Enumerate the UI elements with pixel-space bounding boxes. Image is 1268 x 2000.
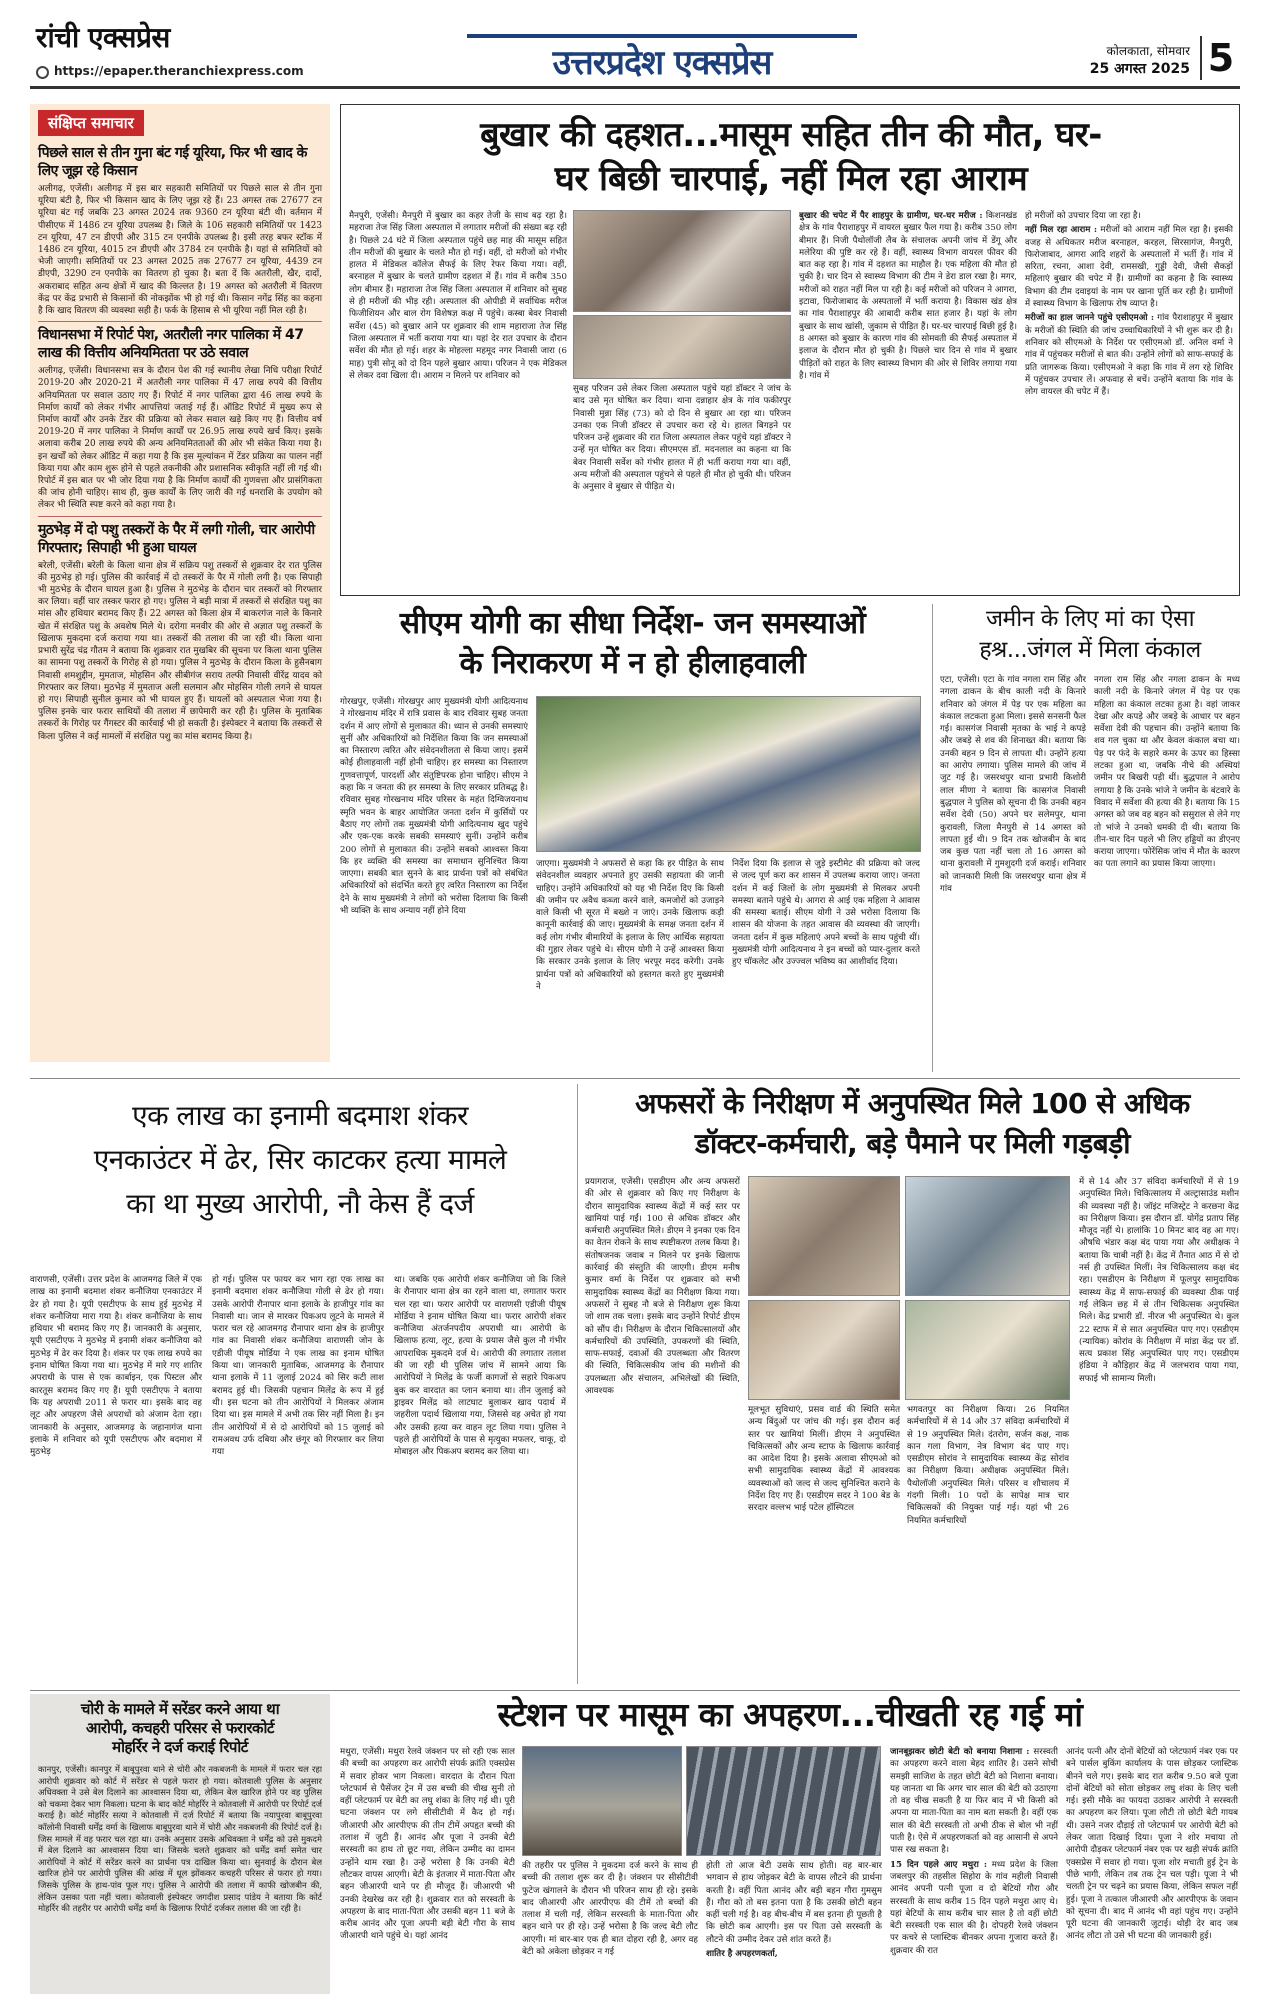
brief-item-1-title: पिछले साल से तीन गुना बंट गई यूरिया, फिर भी खाद के लिए जूझ रहे किसान xyxy=(38,145,307,179)
story-fever-col4-text: मरीजों को आराम नहीं मिल रहा है। इसकी वजह से अधिकतर मरीज बरनाहल, करहल, सिरसागंज, मैनपुरी, फिरोजाबाद, आगरा आदि शहरों के अस्पतालों में भर्ती हैं। गांव में सरिता, रचना, आशा देवी, रामसखी, गुड्डी देवी, जैसी सैकड़ों महिलाएं बुखार की चपेट में हैं। ग्रामीणों का कहना है कि स्वास्थ्य विभाग की टीम दवाइयां के नाम पर खाना पूर्ति कर रही है। ग्रामीणों में स्वास्थ्य विभाग के खिलाफ रोष व्याप्त है। xyxy=(1025,225,1233,310)
fever-photo-2 xyxy=(573,315,791,379)
story-surrender-headline-3: मोहर्रिर ने दर्ज कराई रिपोर्ट xyxy=(112,1738,248,1756)
story-inspection-headline-1: अफसरों के निरीक्षण में अनुपस्थित मिले 100 से अधिक xyxy=(635,1087,1190,1120)
story-kidnap-col2 xyxy=(522,1860,698,1994)
story-encounter-headline-1: एक लाख का इनामी बदमाश शंकर xyxy=(132,1099,468,1132)
story-inspection-headline xyxy=(585,1084,1240,1164)
story-encounter-headline-3: का था मुख्य आरोपी, नौ केस हैं दर्ज xyxy=(126,1187,474,1220)
story-fever-headline-1: बुखार की दहशत...मासूम सहित तीन की मौत, घर- xyxy=(480,115,1102,155)
story-yogi-col3-text: निर्देश दिया कि इलाज से जुड़े इस्टीमेट की प्रक्रिया को जल्द से जल्द पूर्ण करा कर शासन में उपलब्ध कराया जाए। जनता दर्शन में कई जिलों के लोग मुख्यमंत्री से मिलकर अपनी समस्या बताने पहुंचे थे। आगरा से आई एक महिला ने आवास की समस्या बताई। सीएम योगी ने उसे भरोसा दिलाया कि शासन की योजना के तहत आवास की व्यवस्था की जाएगी। जनता दर्शन में कुछ महिलाएं अपने बच्चों के साथ पहुंची थीं। मुख्यमंत्री योगी आदित्यनाथ ने इन बच्चों को प्यार-दुलार करते हुए चॉकलेट और उज्ज्वल भविष्य का आशीर्वाद दिया। xyxy=(732,859,920,968)
masthead-rule xyxy=(30,86,1240,89)
story-kidnap xyxy=(340,1694,1240,1994)
masthead-url[interactable]: https://epaper.theranchiexpress.com xyxy=(54,64,304,78)
story-encounter-col1-text: वाराणसी, एजेंसी। उत्तर प्रदेश के आजमगढ़ जिले में एक लाख का इनामी बदमाश शंकर कनौजिया एनकाउंटर में ढेर हो गया है। यूपी एसटीएफ के साथ हुई मुठभेड़ में शंकर कनौजिया मारा गया है। शंकर कनौजिया के साथ हथियार भी बरामद किए गए हैं। जानकारी के अनुसार, यूपी एसटीएफ ने मुठभेड़ में इनामी शंकर कनौजिया को मुठभेड़ में ढेर कर दिया है। शंकर पर एक लाख रुपये का इनाम घोषित किया गया था। मुठभेड़ में मारे गए शातिर अपराधी के पास से एक कार्बाइन, एक पिस्टल और कारतूस बरामद किए गए हैं। यूपी एसटीएफ ने बताया कि यह अपराधी 2011 से फरार था। इसके बाद वह लूट और अपहरण जैसे अपराधों को अंजाम देता रहा। जानकारी के अनुसार, आजमगढ़ के जहानागंज थाना इलाके में शनिवार को यूपी एसटीएफ और बदमाश में मुठभेड़ xyxy=(30,1275,202,1458)
inspection-photo-2 xyxy=(905,1176,1070,1296)
fever-photo xyxy=(573,210,791,312)
story-inspection-col4 xyxy=(1079,1176,1239,1684)
story-kidnap-headline: स्टेशन पर मासूम का अपहरण...चीखती रह गई मां xyxy=(497,1695,1083,1734)
divider-yogi-skeleton xyxy=(932,604,933,1072)
brief-item-3-title: मुठभेड़ में दो पशु तस्करों के पैर में लगी गोली, चार आरोपी गिरफ्तार; सिपाही भी हुआ घायल xyxy=(38,521,315,556)
story-skeleton xyxy=(940,604,1240,1072)
story-kidnap-col2-text: की तहरीर पर पुलिस ने मुकदमा दर्ज करने के साथ ही बच्ची की तलाश शुरू कर दी है। जंक्शन पर सीसीटीवी फुटेज खंगालने के दौरान भी परिजन साथ ही रहे। इसके बाद जीआरपी और आरपीएफ की टीमें तो बच्चों की तलाश में चली गईं, लेकिन सरस्वती के माता-पिता और बहन थाने पर ही रहे। उन्हें भरोसा है कि जल्द बेटी लौट आएगी। मां बार-बार एक ही बात दोहरा रही है, अगर वह बेटी को अकेला छोड़कर न गई xyxy=(522,1861,698,1958)
story-surrender-headline-2: आरोपी, कचहरी परिसर से फरारकोर्ट xyxy=(85,1719,274,1737)
story-fever-col1 xyxy=(349,210,567,590)
story-inspection xyxy=(585,1084,1240,1684)
inspection-photo-4 xyxy=(905,1300,1070,1400)
story-kidnap-col3b-text: मध्य प्रदेश के जिला जबलपुर की तहसील सिहोरा के गांव महीली निवासी आनंद अपनी पत्नी पूजा व दो बेटियों गौरा और सरस्वती के साथ करीब 15 दिन पहले मथुरा आए थे। यहां बेटियों के साथ करीब चार साल है तो वहीं छोटी बेटी सरस्वती एक साल की है। दोपहरी रेलवे जंक्शन पर कचरे से प्लास्टिक बीनकर अपना गुजारा करते हैं। शुक्रवार की रात xyxy=(890,1859,1058,1956)
story-skeleton-headline xyxy=(940,604,1240,666)
story-inspection-col4-text: में से 14 और 37 संविदा कर्मचारियों में से 19 अनुपस्थित मिले। चिकित्सालय में अल्ट्रासाउंड मशीन की व्यवस्था नहीं है। जॉइंट मजिस्ट्रेट ने करछना केंद्र का निरीक्षण किया। इस दौरान डॉ. योगेंद्र प्रताप सिंह मौजूद नहीं थे। हालांकि 10 मिनट बाद वह आ गए। औषधि भंडार कक्ष बंद पाया गया और अधीक्षक ने बताया कि चाबी नहीं है। केंद्र में तैनात आठ में से दो नर्स ही उपस्थित मिलीं। नेत्र चिकित्सालय कक्ष बंद रहा। एसडीएम के निरीक्षण में फूलपुर सामुदायिक स्वास्थ्य केंद्र में साफ-सफाई की व्यवस्था ठीक पाई गई लेकिन छह में से तीन चिकित्सक अनुपस्थित मिले। केंद्र प्रभारी डॉ. नीरज भी अनुपस्थित थे। कुल 22 स्टाफ में से सात अनुपस्थित पाए गए। एसडीएम (न्यायिक) कोरांव के निरीक्षण में मांडा केंद्र पर डॉ. सत्य प्रकाश सिंह अनुपस्थित पाए गए। एसडीएम हंडिया ने कौड़िहार केंद्र में जलभराव पाया गया, सफाई भी सामान्य मिली। xyxy=(1079,1177,1239,1384)
inspection-photo-1 xyxy=(748,1176,900,1296)
section-title-text: उत्तरप्रदेश एक्सप्रेस xyxy=(552,43,772,83)
story-encounter-col2-text: हो गई। पुलिस पर फायर कर भाग रहा एक लाख का इनामी बदमाश शंकर कनौजिया गोली से ढेर हो गया। उसके आरोपी रौनापार थाना इलाके के हाजीपुर गांव का निवासी था। जान से मारकर पिकअप लूटने के मामले में फरार चल रहे आजमगढ़ रौनापार थाना क्षेत्र के हाजीपुर गांव का निवासी शंकर कनौजिया वाराणसी जोन के एडीजी पीयूष मोर्डिया ने एक लाख का इनाम घोषित किया था। जानकारी मुताबिक, आजमगढ़ के रौनापार थाना इलाके में 11 जुलाई 2024 को सिर कटी लाश बरामद हुई थी। जिसकी पहचान मिलेंद्र के रूप में हुई थी। इस घटना को तीन आरोपियों ने मिलकर अंजाम दिया था। इस मामले में अभी तक सिर नहीं मिला है। इन तीन आरोपियों में से दो आरोपियों को 15 जुलाई को रामअवध उर्फ दबिया और छंगूर को गिरफ्तार कर लिया गया xyxy=(212,1275,384,1458)
story-yogi-headline xyxy=(340,604,925,684)
story-yogi-col2 xyxy=(536,858,724,1068)
story-fever-headline-2: घर बिछी चारपाई, नहीं मिल रहा आराम xyxy=(554,159,1028,199)
story-encounter-headline-2: एनकाउंटर में ढेर, सिर काटकर हत्या मामले xyxy=(93,1143,507,1176)
story-fever-col3-lead: बुखार की चपेट में पैर शाहपुर के ग्रामीण, घर-घर मरीज : xyxy=(799,211,983,221)
story-yogi-headline-2: के निराकरण में न हो हीलाहवाली xyxy=(459,646,806,681)
story-fever-col4-lead2: मरीजों का हाल जानने पहुंचे एसीएमओ : xyxy=(1025,313,1155,324)
inspection-photo-3 xyxy=(748,1300,900,1400)
story-encounter-col3 xyxy=(394,1274,566,1694)
story-kidnap-col4 xyxy=(1066,1746,1238,1994)
story-inspection-col3-text: भगवतपुर का निरीक्षण किया। 26 नियमित कर्मचारियों में से 14 और 37 संविदा कर्मचारियों में से 19 अनुपस्थित मिले। दंतरोग, सर्जन कक्ष, नाक कान गला विभाग, नेत्र विभाग बंद पाए गए। एसडीएम सोरांव ने सामुदायिक स्वास्थ्य केंद्र सोरांव का निरीक्षण किया। अधीक्षक अनुपस्थित मिले। पैथोलॉजी अनुपस्थित मिले। परिसर व शौचालय में गंदगी मिली। 10 पदों के सापेक्ष मात्र चार चिकित्सकों की नियुक्त पाई गई। यहां भी 26 नियमित कर्मचारियों xyxy=(907,1405,1069,1526)
story-skeleton-col1 xyxy=(940,674,1086,1068)
brief-label: संक्षिप्त समाचार xyxy=(38,110,144,136)
story-yogi-col1 xyxy=(340,696,528,1068)
brief-divider-2 xyxy=(38,516,322,517)
story-kidnap-col2b-text: होती तो आज बेटी उसके साथ होती। वह बार-बार भगवान से हाथ जोड़कर बेटी के वापस लौटने की प्रार्थना करती है। वहीं पिता आनंद और बड़ी बहन गौरा गुमसुम हैं। गौरा को तो बस इतना पता है कि उसकी छोटी बहन कहीं चली गई है। वह बीच-बीच में बस इतना ही पूछती है कि छोटी कब आएगी। इस पर पिता उसे सरस्वती के लौटने की उम्मीद देकर उसे शांत करते हैं। xyxy=(706,1861,882,1945)
story-skeleton-headline-1: जमीन के लिए मां का ऐसा xyxy=(985,606,1195,632)
story-kidnap-col2b-lead: शातिर है अपहरणकर्ता, xyxy=(706,1949,778,1960)
story-surrender-body xyxy=(38,1764,322,1990)
story-kidnap-col2b xyxy=(706,1860,882,1994)
story-inspection-headline-2: डॉक्टर-कर्मचारी, बड़े पैमाने पर मिली गड़बड़ी xyxy=(695,1127,1130,1160)
story-encounter-headline xyxy=(30,1084,570,1226)
story-kidnap-col3-lead: जानबूझकर छोटी बेटी को बनाया निशाना : xyxy=(890,1747,1030,1757)
brief-item-2-title: विधानसभा में रिपोर्ट पेश, अतरौली नगर पालिका में 47 लाख की वित्तीय अनियमितता पर उठे सवाल xyxy=(38,327,304,362)
story-kidnap-col4-text: आनंद पत्नी और दोनों बेटियों को प्लेटफार्म नंबर एक पर बने पार्सल बुकिंग कार्यालय के पास छोड़कर प्लास्टिक बीनने चले गए। इसके बाद रात करीब 9.50 बजे पूजा दोनों बेटियों को सोता छोड़कर लघु शंका के लिए चली गई। इसी मौके का फायदा उठाकर आरोपी ने सरस्वती का अपहरण कर लिया। पूजा लौटी तो छोटी बेटी गायब थी। उसने नजर दौड़ाई तो प्लेटफार्म पर आरोपी बेटी को लेकर जाता दिखाई दिया। पूजा ने शोर मचाया तो आरोपी दौड़कर प्लेटफार्म नंबर एक पर खड़ी संपर्क क्रांति एक्सप्रेस में सवार हो गया। पूजा शोर मचाती हुई ट्रेन के पीछे भागी, लेकिन तब तक ट्रेन चल पड़ी। पूजा ने भी चलती ट्रेन पर चढ़ने का प्रयास किया, लेकिन सफल नहीं हुई। पूजा ने तत्काल जीआरपी और आरपीएफ के जवान को सूचना दी। बाद में आनंद भी वहां पहुंच गए। उन्होंने पूरी घटना की जानकारी जुटाई। थोड़ी देर बाद जब आनंद लौटा तो उसे भी घटना की जानकारी हुई। xyxy=(1066,1747,1238,1942)
section-title xyxy=(467,34,857,86)
page-number: 5 xyxy=(1200,36,1240,80)
story-skeleton-headline-2: हश्र...जंगल में मिला कंकाल xyxy=(979,637,1201,663)
story-fever-col2 xyxy=(573,383,791,589)
story-inspection-col2 xyxy=(748,1404,900,1684)
dateline-day: कोलकाता, सोमवार xyxy=(1106,44,1190,58)
story-fever-headline xyxy=(361,113,1221,201)
story-yogi-col2-text: जाएगा। मुख्यमंत्री ने अफसरों से कहा कि हर पीड़ित के साथ संवेदनशील व्यवहार अपनाते हुए उसकी सहायता की जानी चाहिए। उन्होंने अधिकारियों को यह भी निर्देश दिए कि किसी की जमीन पर अवैध कब्जा करने वाले, कमजोरों को उजाड़ने वाले किसी भी सूरत में बख्शे न जाएं। उनके खिलाफ कड़ी कानूनी कार्रवाई की जाए। मुख्यमंत्री के समक्ष जनता दर्शन में कई लोग गंभीर बीमारियों के इलाज के लिए आर्थिक सहायता की गुहार लेकर पहुंचे थे। सीएम योगी ने उन्हें आश्वस्त किया कि सरकार उनके इलाज के लिए भरपूर मदद करेगी। उनके प्रार्थना पत्रों को अधिकारियों को हस्तगत करते हुए मुख्यमंत्री ने xyxy=(536,859,724,992)
story-kidnap-col1 xyxy=(340,1746,515,1994)
masthead-logo: रांची एक्सप्रेस xyxy=(36,21,170,54)
story-encounter-col2 xyxy=(212,1274,384,1694)
brief-item-3-body: बरेली, एजेंसी। बरेली के किला थाना क्षेत्र में सक्रिय पशु तस्करों से शुक्रवार देर रात पुलिस की मुठभेड़ हो गई। पुलिस की कार्रवाई में दो तस्करों के पैर में गोली लगी है। एक सिपाही भी मुठभेड़ के दौरान घायल हुआ है। पुलिस ने मुठभेड़ के दौरान चार तस्करों को गिरफ्तार कर लिया। वहीं चार तस्कर फरार हो गए। पुलिस ने बड़ी मात्रा में तस्करों से संरक्षित पशु का मांस और हथियार बरामद किए हैं। 22 अगस्त को किला क्षेत्र में बाकरगंज नाले के किनारे खेत में संरक्षित पशु के अवशेष मिले थे। दरोगा मनवीर की ओर से अज्ञात पशु तस्करों के खिलाफ मुकदमा दर्ज कराया गया था। तस्करों की तलाश की जा रही थी। किला थाना प्रभारी सुरेंद्र चंद्र गौतम ने बताया कि शुक्रवार रात मुखबिर की सूचना पर किला थाना पुलिस का सामना पशु तस्करों के गिरोह से हो गया। पुलिस ने मुठभेड़ के दौरान किला के हुसैनबाग निवासी शमशुद्दीन, मुमताज, मोहसिन और सीबीगंज सराय तल्फी निवासी वीरेंद्र यादव को गिरफ्तार कर लिया। मुठभेड़ में मुमताज अली सलमान और मोहसिन गोली लगने से घायल हो गए। सिपाही सुनील कुमार को भी घायल हुए हैं। घायलों को अस्पताल भेजा गया है। पुलिस इनके चार फरार साथियों की तलाश में छापेमारी कर रही है। पुलिस के मुताबिक तस्करों के गिरोह पर गैंगस्टर की कार्रवाई भी हो सकती है। इंस्पेक्टर ने बताया कि तस्करों से किला पुलिस ने कई मामलों में संरक्षित पशु का मांस बरामद किया है। xyxy=(38,560,322,742)
story-skeleton-col1-text: एटा, एजेंसी। एटा के गांव नगला राम सिंह और नगला ढाकन के बीच काली नदी के किनारे शनिवार को जंगल में पेड़ पर एक महिला का कंकाल लटकता हुआ मिला। इससे सनसनी फैल गई। कासगंज निवासी मृतका के भाई ने कपड़े और जबड़े से शव की शिनाख्त की। बताया कि उनकी बहन 9 दिन से लापता थी। उन्होंने हत्या का आरोप लगाया। पुलिस मामले की जांच में जुट गई है। जसरथपुर थाना प्रभारी किशोरी लाल मीणा ने बताया कि कासगंज निवासी बुद्धपाल ने पुलिस को सूचना दी कि उनकी बहन सर्वेश देवी (50) अपने घर सलेमपुर, थाना कुरावली, जिला मैनपुरी से 14 अगस्त को लापता हुई थी। 9 दिन तक खोजबीन के बाद जब कुछ पता नहीं चला तो 16 अगस्त को थाना कुरावली में गुमशुदगी दर्ज कराई। शनिवार को जानकारी मिली कि जसरथपुर थाना क्षेत्र में गांव xyxy=(940,675,1086,895)
story-skeleton-col2-text: नगला राम सिंह और नगला ढाकन के मध्य काली नदी के किनारे जंगल में पेड़ पर एक महिला का कंकाल लटका हुआ है। वहां जाकर देखा और कपड़े और जबड़े के आधार पर बहन सर्वेशा देवी की पहचान की। उन्होंने बताया कि शव गल चुका था और केवल कंकाल बचा था। पेड़ पर फंदे के सहारे कमर के ऊपर का हिस्सा लटका हुआ था, जबकि नीचे की अस्थियां जमीन पर बिखरी पड़ी थीं। बुद्धपाल ने आरोप लगाया है कि उनके भांजे ने जमीन के बंटवारे के विवाद में सर्वेशा की हत्या की है। बताया कि 15 अगस्त को जब वह बहन को ससुराल से लेने गए तो भांजे ने उनको धमकी दी थी। बताया कि तीन-चार दिन पहले भी लिए हड्डियों का डीएनए कराया जाएगा। फोरेंसिक जांच में मौत के कारण का पता लगाने का प्रयास किया जाएगा। xyxy=(1094,675,1240,870)
story-inspection-col3 xyxy=(907,1404,1069,1684)
story-kidnap-col3 xyxy=(890,1746,1058,1994)
story-fever-col4-b: गांव पैराशाहपुर में बुखार के मरीजों की स्थिति की जांच उच्चाधिकारियों ने भी शुरू कर दी है। शनिवार को सीएमओ के निर्देश पर एसीएमओ डॉ. अनिल वर्मा ने गांव में पहुंचकर मरीजों से बात की। उन्होंने लोगों को साफ-सफाई के प्रति जागरूक किया। एसीएमओ ने कहा कि गांव में लग रहे शिविर में पहुंचकर उपचार लें। अफवाह से बचें। उन्होंने बताया कि गांव के लोग वायरल की चपेट में हैं। xyxy=(1025,313,1233,398)
story-surrender xyxy=(30,1694,330,1994)
story-fever-col4-lead: नहीं मिल रहा आराम : xyxy=(1025,225,1098,236)
divider-lower xyxy=(30,1690,1240,1691)
dateline xyxy=(1080,42,1190,78)
story-yogi xyxy=(340,604,925,1072)
dateline-date: 25 अगस्त 2025 xyxy=(1089,61,1190,77)
story-fever-col3-text: किशनखंड क्षेत्र के गांव पैराशाहपुर में वायरल बुखार फैल गया है। करीब 350 लोग बीमार हैं। निजी पैथोलॉजी लैब के संचालक अपनी जांच में डेंगू और मलेरिया की पुष्टि कर रहे हैं। वहीं, स्वास्थ्य विभाग वायरल फीवर की बात कह रहा है। गांव में दहशत का माहौल है। एक महिला की मौत हो चुकी है। चार दिन से स्वास्थ्य विभाग की टीम ने डेरा डाल रखा है। मगर, मरीजों को राहत नहीं मिल पा रही है। कई मरीजों को परिजन ने आगरा, इटावा, फिरोजाबाद के अस्पतालों में भर्ती कराया है। विकास खंड क्षेत्र का गांव पैराशाहपुर की आबादी करीब सात हजार है। यहां के लोग बुखार के साथ खांसी, जुकाम से पीड़ित हैं। घर-घर चारपाई बिछी हुई है। 8 अगस्त को बुखार के कारण गांव की सोमवती की सैफई अस्पताल में इलाज के दौरान मौत हो चुकी है। पिछले चार दिन से गांव में बुखार पीड़ितों को राहत के लिए स्वास्थ्य विभाग की ओर से शिविर लगाया गया है। गांव में xyxy=(799,211,1017,381)
story-encounter xyxy=(30,1084,570,1694)
story-inspection-col1 xyxy=(585,1176,740,1684)
story-inspection-col1-text: प्रयागराज, एजेंसी। एसडीएम और अन्य अफसरों की ओर से शुक्रवार को किए गए निरीक्षण के दौरान सामुदायिक स्वास्थ्य केंद्रों में कई स्तर पर खामियां पाई गईं। 100 से अधिक डॉक्टर और कर्मचारी अनुपस्थित मिले। डीएम ने इनका एक दिन का वेतन रोकने के साथ स्पष्टीकरण तलब किया है। संतोषजनक जवाब न मिलने पर इनके खिलाफ कार्रवाई की संस्तुति की जाएगी। डीएम मनीष कुमार वर्मा के निर्देश पर शुक्रवार को सभी सामुदायिक स्वास्थ्य केंद्रों का निरीक्षण किया गया। अफसरों ने सुबह नौ बजे से निरीक्षण शुरू किया जो शाम तक चला। इसके बाद उन्होंने रिपोर्ट डीएम को सौंप दी। निरीक्षण के दौरान चिकित्सालयों और कर्मचारियों की उपस्थिति, उपकरणों की स्थिति, साफ-सफाई, दवाओं की उपलब्धता और वितरण की स्थिति, चिकित्सकीय जांच की मशीनों की उपलब्धता और संचालन, अभिलेखों की स्थिति, आवश्यक xyxy=(585,1177,740,1397)
story-fever-col2-text: सुबह परिजन उसे लेकर जिला अस्पताल पहुंचे यहां डॉक्टर ने जांच के बाद उसे मृत घोषित कर दिया। थाना दन्नाहार क्षेत्र के गांव फकीरपुर निवासी मुन्ना सिंह (73) को दो दिन से बुखार आ रहा था। परिजन उनका एक निजी डॉक्टर से उपचार करा रहे थे। हालत बिगड़ने पर परिजन उन्हें शुक्रवार की रात जिला अस्पताल लेकर पहुंचे यहां डॉक्टर ने उन्हें मृत घोषित कर दिया। सीएमएस डॉ. मदनलाल का कहना था कि बेवर निवासी सर्वेश को गंभीर हालत में ही भर्ती कराया गया था। वहीं, अन्य मरीजों की अस्पताल पहुंचने से पहले ही मौत हो चुकी थी। परिजन के अनुसार वे बुखार से पीड़ित थे। xyxy=(573,384,791,493)
story-fever-col4-a: हो मरीजों को उपचार दिया जा रहा है। xyxy=(1025,211,1141,221)
kidnap-photo-platform xyxy=(522,1746,682,1856)
divider-encounter-inspection xyxy=(577,1084,578,1684)
story-encounter-col3-text: था। जबकि एक आरोपी शंकर कनौजिया जो कि जिले के रौनापार थाना क्षेत्र का रहने वाला था, लगातार फरार चल रहा था। फरार आरोपी पर वाराणसी एडीजी पीयूष मोर्डिया ने इनाम घोषित किया था। फरार आरोपी शंकर कनौजिया अंतर्जनपदीय अपराधी था। आरोपी के खिलाफ हत्या, लूट, हत्या के प्रयास जैसे कुल नौ गंभीर आपराधिक मुकदमे दर्ज थे। आरोपी की लगातार तलाश की जा रही थी पुलिस जांच में सामने आया कि आरोपियों ने मिलेंद्र के फर्जी कागजों से सहारे पिकअप बुक कर वारदात का प्लान बनाया था। तीन जुलाई को ड्राइवर मिलेंद्र को लाटघाट बुलाकर खाद पदार्थ में जहरीला पदार्थ खिलाया गया, जिससे वह अचेत हो गया और उसकी हत्या कर वाहन लूट लिया गया। पुलिस ने पहले ही आरोपियों के पास से मृत्युका मफलर, चाकू, दो मोबाइल और पिकअप बरामद कर लिया था। xyxy=(394,1275,566,1458)
brief-item-2-body: अलीगढ़, एजेंसी। विधानसभा सत्र के दौरान पेश की गई स्थानीय लेखा निधि परीक्षा रिपोर्ट 2019-20 और 2020-21 में अतरौली नगर पालिका में 47 लाख रुपये की वित्तीय अनियमितता पर सवाल उठाए गए हैं। रिपोर्ट में नगर पालिका द्वारा 46 लाख रुपये के निर्माण कार्यों को लेकर गंभीर आपत्तियां जताई गई हैं। ऑडिट रिपोर्ट में मुख्य रूप से निर्माण कार्यों और उनके टेंडर की प्रक्रिया को लेकर सवाल खड़े किए गए हैं। वित्तीय वर्ष 2019-20 में नगर पालिका ने निर्माण कार्यों पर 26.95 लाख रुपये खर्च किए। इसके अलावा करीब 20 लाख रुपये की अन्य अनियमितताओं की ओर भी संकेत किया गया है। इन खर्चों को लेकर ऑडिट में कहा गया है कि इस मूल्यांकन में टेंडर प्रक्रिया का पालन नहीं किया गया और काम शुरू होने से पहले तकनीकी और प्रशासनिक स्वीकृति नहीं ली गई थी। रिपोर्ट में इस बात पर भी जोर दिया गया है कि निर्माण कार्यों की गुणवत्ता और प्रासंगिकता की जांच होनी चाहिए। साथ ही, कुछ कार्यों के लिए जारी की गई धनराशि के उपयोग को लेकर भी स्थिति स्पष्ट करने को कहा गया है। xyxy=(38,366,322,511)
story-encounter-col1 xyxy=(30,1274,202,1694)
story-inspection-col2-text: मूलभूत सुविधाएं, प्रसव वार्ड की स्थिति समेत अन्य बिंदुओं पर जांच की गई। इस दौरान कई स्तर पर खामियां मिलीं। डीएम ने अनुपस्थित चिकित्सकों और अन्य स्टाफ के खिलाफ कार्रवाई का आदेश दिया है। इसके अलावा सीएमओ को सभी सामुदायिक स्वास्थ्य केंद्रों में आवश्यक व्यवस्थाओं को जल्द से जल्द सुनिश्चित कराने के निर्देश दिए गए हैं। एसडीएम सदर ने 100 बेड के सरदार वल्लभ भाई पटेल हॉस्पिटल xyxy=(748,1405,900,1514)
divider-mid xyxy=(30,1078,1240,1079)
masthead xyxy=(0,0,1268,86)
yogi-photo xyxy=(536,696,921,852)
story-fever xyxy=(340,104,1240,596)
globe-icon xyxy=(36,66,49,79)
story-kidnap-col3-text: सरस्वती का अपहरण करने वाला बेहद शातिर है। उसने सोची समझी साजिश के तहत छोटी बेटी को निशाना बनाया। यह जानता था कि अगर चार साल की बेटी को उठाएगा तो वह चीख सकती है या फिर बाद में भी किसी को अपना या माता-पिता का नाम बता सकती है। वहीं एक साल की बेटी सरस्वती तो अभी ठीक से बोल भी नहीं पाती है। ऐसे में अपहरणकर्ता को वह आसानी से अपने पास रख सकता है। xyxy=(890,1747,1058,1856)
story-yogi-col1-text: गोरखपुर, एजेंसी। गोरखपुर आए मुख्यमंत्री योगी आदित्यनाथ ने गोरखनाथ मंदिर में रात्रि प्रवास के बाद रविवार सुबह जनता दर्शन में आए लोगों से मुलाकात की। ध्यान से उनकी समस्याएं सुनीं और अधिकारियों को निर्देशित किया कि जन समस्याओं का निस्तारण त्वरित और संवेदनशीलता से किया जाए। इसमें कोई हीलाहवाली नहीं होनी चाहिए। हर समस्या का निस्तारण गुणवत्तापूर्ण, पारदर्शी और संतुष्टिपरक होना चाहिए। सीएम ने कहा कि न जनता की हर समस्या के लिए सरकार प्रतिबद्ध है। रविवार सुबह गोरखनाथ मंदिर परिसर के महंत दिग्विजयनाथ स्मृति भवन के बाहर आयोजित जनता दर्शन में कुर्सियों पर बैठाए गए लोगों तक मुख्यमंत्री योगी आदित्यनाथ खुद पहुंचे और एक-एक करके सबकी समस्याएं सुनीं। उन्होंने करीब 200 लोगों से मुलाकात की। उन्होंने सबको आश्वस्त किया कि हर व्यक्ति की समस्या का समाधान सुनिश्चित किया जाएगा। सबकी बात सुनने के बाद प्रार्थना पत्रों को संबंधित अधिकारियों को संदर्भित करते हुए त्वरित निस्तारण का निर्देश देने के साथ मुख्यमंत्री ने लोगों को भरोसा दिलाया कि किसी भी व्यक्ति के साथ अन्याय नहीं होने दिया xyxy=(340,697,528,917)
story-fever-col1-text: मैनपुरी, एजेंसी। मैनपुरी में बुखार का कहर तेजी के साथ बढ़ रहा है। महराजा तेज सिंह जिला अस्पताल में लगातार मरीजों की संख्या बढ़ रही है। पिछले 24 घंटे में जिला अस्पताल पहुंचे छह माह की मासूम सहित तीन मरीजों की बुखार के चलते मौत हो गई। वहीं, दो मरीजों को गंभीर हालत में मेडिकल कॉलेज सैफई के लिए रेफर किया गया। वहीं, बरनाहल में बुखार के चलते ग्रामीण दहशत में हैं। गांव में करीब 350 लोग बीमार हैं। महाराजा तेज सिंह जिला अस्पताल में शनिवार को सुबह से ही मरीजों की भीड़ रही। अस्पताल की ओपीडी में सर्वाधिक मरीज फिजीशियन और बाल रोग विशेषज्ञ कक्ष में पहुंचे। कस्बा बेवर निवासी सर्वेश (45) को बुखार आने पर शुक्रवार की शाम महाराजा तेज सिंह जिला अस्पताल में भर्ती कराया गया था। यहां देर रात उपचार के दौरान सर्वेश की मौत हो गई। शहर के मोहल्ला महमूद नगर निवासी जारा (6 माह) पुत्री सोनू को दो दिन पहले बुखार आया। परिजन ने एक मेडिकल से लेकर दवा खिला दी। आराम न मिलने पर शनिवार को xyxy=(349,211,567,381)
story-fever-col4 xyxy=(1025,210,1233,590)
story-yogi-col3 xyxy=(732,858,920,1068)
story-kidnap-col3-lead2: 15 दिन पहले आए मथुरा : xyxy=(890,1859,988,1870)
brief-divider-1 xyxy=(38,321,322,322)
story-surrender-headline-1: चोरी के मामले में सरेंडर करने आया था xyxy=(80,1700,280,1718)
kidnap-photo-tracks xyxy=(686,1746,881,1856)
story-kidnap-col1-text: मथुरा, एजेंसी। मथुरा रेलवे जंक्शन पर सो रही एक साल की बच्ची का अपहरण कर आरोपी संपर्क क्रांति एक्सप्रेस में सवार होकर भाग निकला। वारदात के दौरान पिता प्लेटफार्म से पैसेंजर ट्रेन में उस बच्ची की चीख सुनी तो वहीं प्लेटफार्म पर बेटी का लघु शंका के लिए गई थी। पूरी घटना जंक्शन पर लगे सीसीटीवी में कैद हो गई। जीआरपी और आरपीएफ की तीन टीमें अपहृत बच्ची की तलाश में जुटी हैं। आनंद और पूजा ने उनकी बेटी सरस्वती का हाथ तो छूट गया, लेकिन उम्मीद का दामन उन्होंने थाम रखा है। उन्हें भरोसा है कि उनकी बेटी लौटकर वापस आएगी। बेटी के इंतजार में माता-पिता और बहन जीआरपी थाने पर ही मौजूद हैं। जीआरपी भी उनकी देखरेख कर रही है। शुक्रवार रात को सरस्वती के अपहरण के बाद माता-पिता और उसकी बहन 11 बजे के करीब आनंद और पूजा अपनी बड़ी बेटी गौरा के साथ जीआरपी थाने पहुंचे थे। यहां आनंद xyxy=(340,1747,515,1942)
brief-column xyxy=(30,104,330,1062)
brief-item-1-body: अलीगढ़, एजेंसी। अलीगढ़ में इस बार सहकारी समितियों पर पिछले साल से तीन गुना यूरिया बंटी है, फिर भी किसान खाद के लिए जूझ रहे हैं। 23 अगस्त तक 27677 टन यूरिया बंट गई जबकि 23 अगस्त 2024 तक 9360 टन यूरिया बंटी थी। वर्तमान में पीसीएफ में 1486 टन यूरिया उपलब्ध है। जिले के 106 सहकारी समितियों पर 1423 टन यूरिया, 47 टन डीएपी और 315 टन एनपीके उपलब्ध है। इसी तरह बफर स्टॉक में 1486 टन यूरिया, 4015 टन डीएपी और 3784 टन एनपीके है। यहां से समितियों को भेजी जाएगी। समितियों पर 23 अगस्त 2025 तक 27677 टन यूरिया, 4439 टन डीएपी, 3290 टन एनपीके का वितरण हो चुका है। बता दें कि अतरौली, खैर, दादों, अकराबाद सहित अन्य क्षेत्रों में खाद की किल्लत है। 19 अगस्त को अतरौली में वितरण केंद्र पर केंद्र प्रभारी से किसानों की नोकझोंक भी हो गई थी। किसान नगेंद्र सिंह का कहना है कि खाद वितरण की व्यवस्था सही है। फर्क के हिसाब से भी यूरिया नहीं मिल रही है। xyxy=(38,184,322,317)
story-surrender-body-text: कानपुर, एजेंसी। कानपुर में बाबूपुरवा थाने से चोरी और नकबजनी के मामले में फरार चल रहा आरोपी शुक्रवार को कोर्ट में सरेंडर से पहले फरार हो गया। कोतवाली पुलिस के अनुसार अधिवक्ता ने उसे बेल दिलाने का आश्वासन दिया था, लेकिन बेल खारिज होने पर वह पुलिस को चकमा देकर भाग निकला। घटना के बाद कोर्ट मोहर्रिर ने कोतवाली में आरोपी पर रिपोर्ट दर्ज कराई है। कोर्ट मोहर्रिर सत्या ने कोतवाली में दर्ज रिपोर्ट में बताया कि नयापुरवा बाबूपुरवा कॉलोनी निवासी धर्मेंद्र वर्मा के खिलाफ बाबूपुरवा थाने में चोरी और नकबजनी की रिपोर्ट दर्ज है। जिस मामले में वह फरार चल रहा था। उनके अनुसार उसके अधिवक्ता ने धर्मेंद्र को उसे मुकदमे में बेल दिलाने का आश्वासन दिया था। जिसके चलते शुक्रवार को धर्मेंद्र वर्मा समेत चार आरोपियों ने कोर्ट में सरेंडर करने का प्रार्थना पत्र दाखिल किया था। सुनवाई के दौरान बेल खारिज होने पर आरोपी पुलिस की आंख में धूल झोंककर कचहरी परिसर से फरार हो गया। जिसके पुलिस के हाथ-पांव फूल गए। पुलिस ने आरोपी की तलाश में काफी खोजबीन की, लेकिन उसका पता नहीं चला। कोतवाली इंस्पेक्टर जगदीश प्रसाद पांडेय ने बताया कि कोर्ट मोहर्रिर की तहरीर पर आरोपी धर्मेंद्र वर्मा के खिलाफ रिपोर्ट दर्जकर तलाश की जा रही है। xyxy=(38,1764,322,1914)
story-skeleton-col2 xyxy=(1094,674,1240,1068)
story-surrender-headline xyxy=(30,1694,330,1759)
story-fever-col3 xyxy=(799,210,1017,590)
story-yogi-headline-1: सीएम योगी का सीधा निर्देश- जन समस्याओं xyxy=(399,606,866,641)
